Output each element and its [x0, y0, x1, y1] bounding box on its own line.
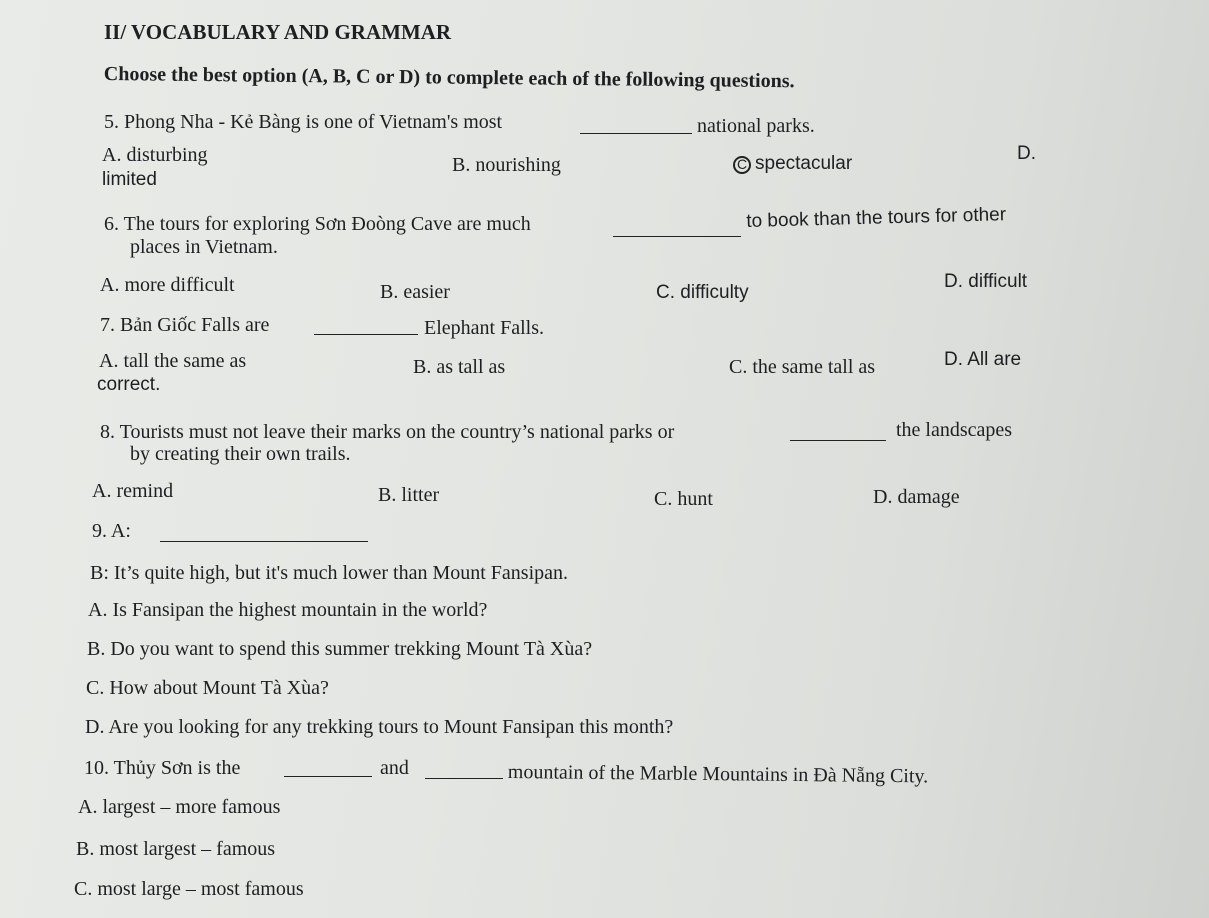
section-title: II/ VOCABULARY AND GRAMMAR: [104, 20, 452, 44]
question-10-option-b: B. most largest – famous: [76, 838, 276, 860]
question-9-option-b: B. Do you want to spend this summer trekking Mount Tà Xùa?: [87, 638, 593, 660]
question-5-stem: 5. Phong Nha - Kẻ Bàng is one of Vietnam's most: [104, 111, 503, 133]
question-8-blank: [790, 440, 886, 441]
question-9-stem: 9. A:: [92, 520, 131, 542]
question-9-blank: [160, 541, 368, 542]
question-7-option-a: A. tall the same as: [99, 350, 247, 372]
question-7-stem: 7. Bản Giốc Falls are: [100, 314, 270, 336]
question-6-stem-cont: places in Vietnam.: [130, 236, 278, 258]
question-5-option-a: A. disturbing: [102, 144, 208, 166]
question-10-blank-1: [284, 776, 372, 777]
question-9-option-c: C. How about Mount Tà Xùa?: [86, 677, 329, 699]
question-5-option-c-letter: C: [737, 156, 748, 172]
question-7-stem-end: Elephant Falls.: [424, 317, 544, 339]
question-10-option-c: C. most large – most famous: [74, 878, 304, 900]
question-6-option-d: D. difficult: [944, 271, 1028, 292]
question-8-stem: 8. Tourists must not leave their marks on the country’s national parks or: [100, 421, 675, 443]
question-6-stem-end: to book than the tours for other: [746, 204, 1007, 232]
question-6-blank: [613, 236, 741, 237]
question-5-option-b: B. nourishing: [452, 154, 561, 176]
question-7-option-d: D. All are: [944, 349, 1022, 370]
question-6-stem: 6. The tours for exploring Sơn Đoòng Cave are much: [104, 213, 531, 235]
question-6-option-c: C. difficulty: [656, 282, 749, 303]
question-8-option-b: B. litter: [378, 484, 440, 506]
question-8-stem-cont: by creating their own trails.: [130, 443, 351, 465]
question-9-option-a: A. Is Fansipan the highest mountain in the world?: [88, 599, 488, 621]
question-10-stem-end: mountain of the Marble Mountains in Đà Nẵng City.: [507, 760, 929, 788]
question-5-option-c: spectacular: [755, 153, 853, 174]
question-10-stem-and: and: [380, 757, 409, 779]
question-7-option-c: C. the same tall as: [729, 356, 876, 378]
question-8-option-a: A. remind: [92, 480, 174, 502]
question-10-stem: 10. Thủy Sơn is the: [84, 757, 241, 779]
question-8-option-d: D. damage: [873, 486, 960, 508]
question-7-blank: [314, 334, 418, 335]
question-6-option-a: A. more difficult: [100, 274, 235, 296]
question-7-option-b: B. as tall as: [413, 356, 506, 378]
instructions: Choose the best option (A, B, C or D) to complete each of the following questions.: [103, 62, 795, 93]
question-10-option-a: A. largest – more famous: [78, 796, 281, 818]
question-7-option-d-cont: correct.: [97, 374, 161, 395]
question-5-stem-end: national parks.: [697, 115, 815, 137]
question-8-option-c: C. hunt: [654, 488, 713, 510]
question-9-reply: B: It’s quite high, but it's much lower than Mount Fansipan.: [90, 562, 569, 584]
question-8-stem-end: the landscapes: [896, 419, 1013, 441]
question-9-option-d: D. Are you looking for any trekking tours to Mount Fansipan this month?: [85, 716, 674, 738]
question-5-blank: [580, 133, 692, 134]
question-5-option-d-label: D.: [1017, 143, 1036, 164]
question-5-option-d: limited: [102, 169, 157, 190]
question-6-option-b: B. easier: [380, 281, 450, 303]
question-10-blank-2: [425, 778, 503, 779]
